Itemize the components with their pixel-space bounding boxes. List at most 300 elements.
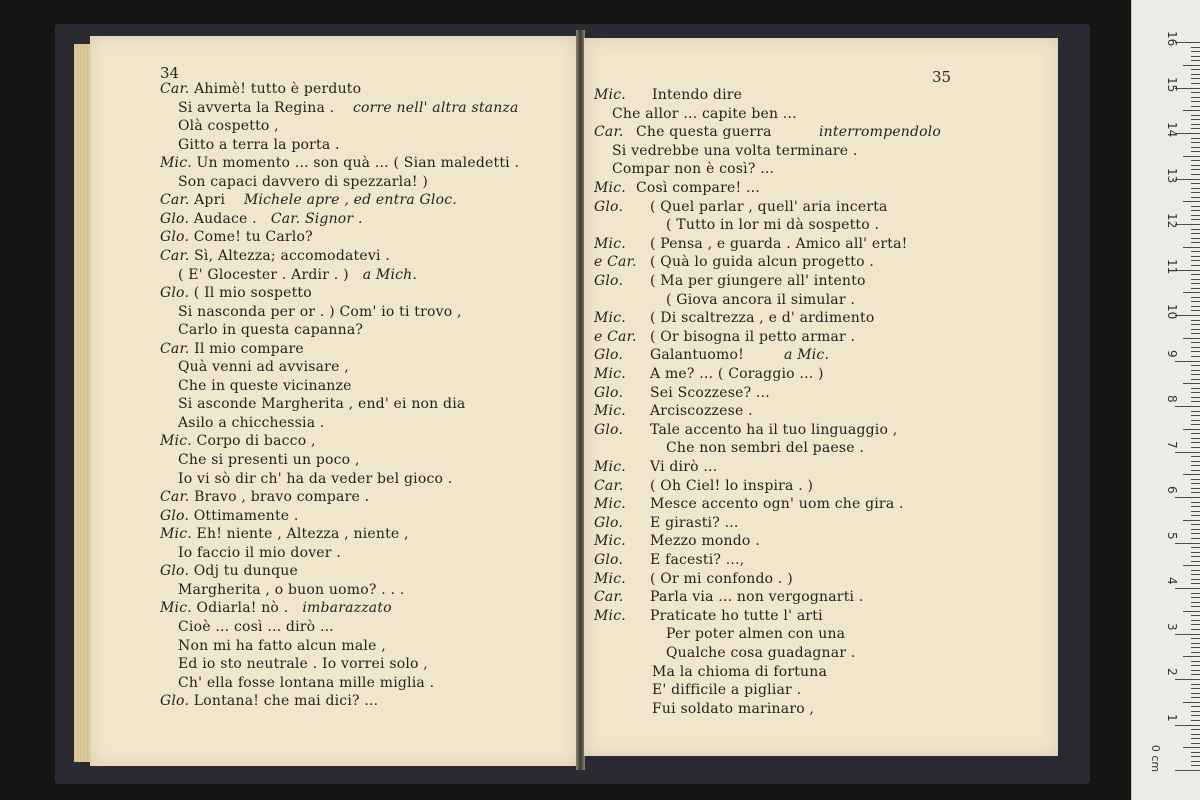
line-text: Galantuomo! — [650, 347, 744, 364]
ruler-tick — [1191, 652, 1200, 653]
ruler-tick — [1191, 197, 1200, 198]
line-text: Qualche cosa guadagnar . — [666, 645, 856, 661]
line-text: Mezzo mondo . — [650, 533, 760, 550]
line-text: Gitto a terra la porta . — [178, 136, 340, 153]
line-text: Lontana! che mai dici? ... — [189, 693, 379, 710]
line-text: ( Tutto in lor mi dà sospetto . — [666, 217, 880, 234]
speaker-name: Glo. — [160, 229, 190, 246]
line-text: Ahimè! tutto è perduto — [189, 81, 362, 97]
ruler-tick — [1191, 420, 1200, 421]
ruler-tick — [1191, 69, 1200, 70]
ruler-tick — [1191, 165, 1200, 166]
line-text: Audace . — [189, 210, 257, 227]
text-line — [178, 637, 386, 655]
speaker-name: Mic. — [594, 310, 626, 327]
line-text: Io faccio il mio dover . — [178, 544, 341, 561]
text-line — [178, 303, 462, 321]
text-line — [178, 321, 363, 339]
speaker-name: Glo. — [594, 384, 624, 401]
ruler-tick — [1191, 583, 1200, 584]
left-page — [90, 36, 577, 766]
speaker-name: Glo. — [160, 285, 190, 302]
line-text: E girasti? ... — [650, 514, 739, 531]
line-text: Asilo a chicchessia . — [178, 414, 325, 431]
speaker-name: Mic. — [594, 607, 626, 624]
speaker-name: Car. — [594, 124, 624, 141]
ruler-tick — [1191, 547, 1200, 548]
ruler-tick — [1191, 442, 1200, 443]
ruler-tick — [1191, 128, 1200, 129]
line-text: Che questa guerra — [636, 124, 772, 141]
text-line — [178, 377, 352, 395]
speaker-name: Glo. — [160, 210, 190, 227]
ruler-tick — [1191, 438, 1200, 439]
ruler-tick — [1191, 169, 1200, 170]
line-text: ( Quel parlar , quell' aria incerta — [650, 198, 888, 215]
speaker-name: Glo. — [594, 347, 624, 364]
ruler-number: 8 — [1165, 395, 1179, 403]
line-text: Che allor ... capite ben ... — [612, 105, 797, 122]
ruler-tick — [1191, 233, 1200, 234]
line-text: Parla via ... non vergognarti . — [650, 589, 864, 606]
text-line — [178, 395, 465, 413]
text-line — [160, 247, 390, 265]
speaker-name: Mic. — [594, 87, 626, 103]
ruler-tick — [1191, 479, 1200, 480]
line-text: Ma la chioma di fortuna — [652, 663, 828, 680]
ruler-number: 10 — [1165, 304, 1179, 320]
stage-direction: Michele apre , ed entra Gloc. — [243, 192, 457, 209]
ruler-tick — [1191, 488, 1200, 489]
line-text: Che non sembri del paese . — [666, 440, 865, 457]
line-text: ( Di scaltrezza , e d' ardimento — [650, 310, 875, 327]
line-text: Così compare! ... — [636, 180, 760, 196]
line-text: Si vedrebbe una volta terminare . — [612, 142, 858, 159]
ruler-tick — [1175, 770, 1200, 771]
page-number-right: 35 — [932, 68, 952, 86]
ruler-tick — [1191, 720, 1200, 721]
ruler-tick — [1191, 342, 1200, 343]
ruler-tick — [1191, 561, 1200, 562]
text-line — [178, 581, 404, 599]
ruler-tick — [1191, 347, 1200, 348]
ruler-tick — [1191, 492, 1200, 493]
ruler-tick — [1191, 238, 1200, 239]
ruler-tick — [1191, 602, 1200, 603]
ruler-tick — [1183, 565, 1200, 566]
ruler-tick — [1183, 611, 1200, 612]
ruler-tick — [1191, 256, 1200, 257]
ruler-tick — [1191, 424, 1200, 425]
ruler-tick — [1191, 106, 1200, 107]
line-text: Arciscozzese . — [650, 403, 753, 420]
ruler-tick — [1191, 670, 1200, 671]
ruler-number: 7 — [1165, 440, 1179, 449]
line-text: Si avverta la Regina . — [178, 99, 339, 116]
line-text: A me? ... ( Coraggio ... ) — [650, 366, 824, 382]
ruler-tick — [1191, 219, 1200, 220]
ruler-tick — [1191, 756, 1200, 757]
text-line — [178, 266, 417, 284]
ruler-tick — [1191, 674, 1200, 675]
line-text: Intendo dire — [652, 87, 743, 103]
ruler-tick — [1191, 356, 1200, 357]
speaker-name: Mic. — [594, 496, 626, 513]
line-text: Si asconde Margherita , end' ei non dia — [178, 396, 466, 413]
text-line — [178, 544, 341, 562]
line-text: Olà cospetto , — [178, 118, 279, 135]
ruler-number: 9 — [1165, 349, 1179, 358]
speaker-name: Glo. — [594, 421, 624, 438]
ruler-tick — [1191, 538, 1200, 539]
ruler-tick — [1191, 210, 1200, 211]
ruler-tick — [1191, 379, 1200, 380]
text-line — [160, 599, 392, 617]
ruler-unit-label: 0 cm — [1149, 744, 1163, 773]
ruler-tick — [1191, 147, 1200, 148]
line-text: Vi dirò ... — [650, 459, 718, 475]
speaker-name: Mic. — [594, 403, 626, 420]
ruler-tick — [1191, 606, 1200, 607]
line-text: Ottimamente . — [189, 507, 299, 524]
right-page — [584, 38, 1058, 756]
speaker-name: Mic. — [160, 433, 192, 450]
ruler-tick — [1191, 734, 1200, 735]
ruler-tick — [1191, 643, 1200, 644]
ruler-tick — [1191, 761, 1200, 762]
text-line — [178, 655, 428, 673]
ruler-tick — [1191, 556, 1200, 557]
ruler-tick — [1183, 520, 1200, 521]
ruler-tick — [1191, 288, 1200, 289]
text-line — [160, 340, 304, 358]
speaker-name: Glo. — [594, 198, 624, 215]
line-text: Ch' ella fosse lontana mille miglia . — [178, 674, 435, 691]
speaker-name: Mic. — [594, 570, 626, 587]
ruler-tick — [1191, 51, 1200, 52]
ruler-tick — [1191, 251, 1200, 252]
ruler-tick — [1191, 56, 1200, 57]
speaker-name: e Car. — [594, 328, 637, 345]
ruler-tick — [1191, 297, 1200, 298]
text-line — [160, 692, 378, 710]
ruler-tick — [1191, 706, 1200, 707]
ruler-tick — [1183, 110, 1200, 111]
speaker-name: Glo. — [160, 563, 190, 580]
line-text: Ed io sto neutrale . Io vorrei solo , — [178, 656, 428, 673]
line-text: Sì, Altezza; accomodatevi . — [189, 247, 390, 264]
ruler-number: 2 — [1165, 668, 1179, 676]
line-text: Fui soldato marinaro , — [652, 700, 815, 717]
speaker-name: Car. — [160, 247, 190, 264]
ruler-tick — [1191, 511, 1200, 512]
line-text: Come! tu Carlo? — [189, 229, 313, 246]
ruler-number: 11 — [1165, 258, 1179, 274]
text-line — [178, 414, 325, 432]
speaker-name: Car. — [160, 340, 190, 357]
text-line — [160, 154, 519, 172]
ruler-tick — [1191, 738, 1200, 739]
line-text: ( Pensa , e guarda . Amico all' erta! — [650, 235, 908, 252]
ruler-tick — [1191, 92, 1200, 93]
ruler-number: 3 — [1165, 622, 1179, 631]
text-line — [178, 451, 360, 469]
line-text: ( Ma per giungere all' intento — [650, 273, 866, 289]
page-number-left: 34 — [160, 64, 180, 82]
ruler-tick — [1191, 229, 1200, 230]
ruler-tick — [1191, 274, 1200, 275]
ruler-tick — [1183, 747, 1200, 748]
line-text: Eh! niente , Altezza , niente , — [191, 526, 409, 543]
stage-direction: corre nell' altra stanza — [352, 99, 519, 116]
line-text: ( Oh Ciel! lo inspira . ) — [650, 477, 814, 494]
ruler-tick — [1191, 392, 1200, 393]
ruler-tick — [1191, 397, 1200, 398]
speaker-name: e Car. — [594, 254, 637, 271]
ruler-tick — [1183, 156, 1200, 157]
ruler-tick — [1191, 688, 1200, 689]
ruler-tick — [1191, 624, 1200, 625]
line-text: Odj tu dunque — [189, 563, 298, 580]
measurement-ruler — [1131, 0, 1200, 800]
ruler-tick — [1191, 524, 1200, 525]
line-text: ( Quà lo guida alcun progetto . — [650, 254, 875, 271]
ruler-number: 14 — [1165, 122, 1179, 138]
ruler-tick — [1191, 265, 1200, 266]
line-text: Il mio compare — [189, 340, 304, 357]
ruler-tick — [1191, 665, 1200, 666]
ruler-tick — [1191, 697, 1200, 698]
ruler-number: 13 — [1165, 167, 1179, 183]
ruler-tick — [1183, 65, 1200, 66]
ruler-tick — [1191, 411, 1200, 412]
ruler-tick — [1191, 615, 1200, 616]
speaker-name: Mic. — [160, 155, 192, 172]
ruler-tick — [1183, 429, 1200, 430]
stage-direction: interrompendolo — [819, 124, 942, 141]
ruler-tick — [1191, 715, 1200, 716]
ruler-tick — [1191, 183, 1200, 184]
ruler-tick — [1191, 74, 1200, 75]
text-line — [178, 117, 279, 135]
line-text: Cioè ... così ... dirò ... — [178, 618, 334, 635]
text-line — [178, 173, 428, 191]
text-line — [160, 210, 363, 228]
speaker-name: Glo. — [594, 273, 624, 289]
ruler-tick — [1191, 684, 1200, 685]
stage-direction: a Mic. — [784, 347, 830, 364]
ruler-tick — [1191, 260, 1200, 261]
ruler-tick — [1191, 174, 1200, 175]
ruler-tick — [1191, 329, 1200, 330]
ruler-tick — [1191, 579, 1200, 580]
text-line — [160, 525, 409, 543]
ruler-tick — [1191, 456, 1200, 457]
ruler-tick — [1183, 247, 1200, 248]
speaker-name: Car. — [160, 192, 190, 209]
line-text: Son capaci davvero di spezzarla! ) — [178, 173, 429, 190]
ruler-tick — [1191, 765, 1200, 766]
text-line — [178, 674, 434, 692]
speaker-name: Glo. — [594, 514, 624, 531]
ruler-tick — [1191, 215, 1200, 216]
ruler-tick — [1191, 502, 1200, 503]
ruler-tick — [1191, 97, 1200, 98]
line-text: Margherita , o buon uomo? . . . — [178, 581, 405, 598]
text-line — [160, 488, 369, 506]
ruler-tick — [1191, 192, 1200, 193]
ruler-tick — [1191, 83, 1200, 84]
line-text: Quà venni ad avvisare , — [178, 359, 349, 376]
ruler-number: 6 — [1165, 486, 1179, 494]
line-text: ( Giova ancora il simular . — [666, 291, 856, 308]
stage-direction: imbarazzato — [302, 600, 392, 617]
line-text: Odiarla! nò . — [191, 600, 289, 617]
ruler-tick — [1191, 620, 1200, 621]
text-line — [160, 562, 298, 580]
ruler-tick — [1191, 433, 1200, 434]
speaker-name: Car. — [160, 81, 190, 97]
ruler-tick — [1191, 515, 1200, 516]
ruler-tick — [1191, 661, 1200, 662]
line-text: Io vi sò dir ch' ha da veder bel gioco . — [178, 470, 453, 487]
ruler-tick — [1191, 461, 1200, 462]
text-line — [160, 432, 316, 450]
line-text: Carlo in questa capanna? — [178, 322, 364, 339]
text-line — [160, 284, 312, 302]
ruler-tick — [1191, 242, 1200, 243]
ruler-tick — [1183, 292, 1200, 293]
ruler-tick — [1191, 138, 1200, 139]
line-text: E' difficile a pigliar . — [652, 682, 802, 699]
line-text: ( Or mi confondo . ) — [650, 570, 793, 587]
ruler-tick — [1191, 47, 1200, 48]
line-text: ( Or bisogna il petto armar . — [650, 328, 856, 345]
ruler-number: 12 — [1165, 213, 1179, 229]
ruler-number: 5 — [1165, 531, 1179, 540]
ruler-tick — [1191, 115, 1200, 116]
ruler-tick — [1191, 574, 1200, 575]
ruler-tick — [1191, 365, 1200, 366]
ruler-tick — [1191, 310, 1200, 311]
ruler-tick — [1191, 447, 1200, 448]
line-text: Si nasconda per or . ) Com' io ti trovo , — [178, 303, 462, 320]
line-text: Tale accento ha il tuo linguaggio , — [650, 421, 898, 438]
speaker-name: Car. — [594, 477, 624, 494]
ruler-tick — [1191, 60, 1200, 61]
ruler-tick — [1183, 383, 1200, 384]
ruler-tick — [1191, 693, 1200, 694]
ruler-tick — [1183, 338, 1200, 339]
text-line — [178, 358, 349, 376]
stage-direction: Car. Signor . — [270, 210, 363, 227]
speaker-name: Car. — [160, 489, 190, 506]
ruler-tick — [1191, 124, 1200, 125]
speaker-name: Mic. — [594, 366, 626, 382]
ruler-tick — [1191, 101, 1200, 102]
ruler-number: 15 — [1165, 76, 1179, 92]
ruler-tick — [1191, 638, 1200, 639]
speaker-name: Glo. — [594, 552, 624, 568]
text-line — [160, 507, 299, 525]
ruler-tick — [1191, 188, 1200, 189]
text-line — [178, 470, 452, 488]
ruler-tick — [1191, 324, 1200, 325]
speaker-name: Mic. — [594, 180, 626, 196]
ruler-tick — [1191, 552, 1200, 553]
ruler-tick — [1191, 593, 1200, 594]
ruler-tick — [1191, 597, 1200, 598]
ruler-tick — [1191, 629, 1200, 630]
line-text: Bravo , bravo compare . — [189, 489, 370, 506]
line-text: Un momento ... son quà ... ( Sian maledetti . — [191, 155, 520, 172]
speaker-name: Mic. — [160, 600, 192, 617]
ruler-tick — [1191, 78, 1200, 79]
text-line — [160, 228, 313, 246]
ruler-tick — [1191, 206, 1200, 207]
ruler-tick — [1191, 465, 1200, 466]
ruler-tick — [1191, 506, 1200, 507]
ruler-tick — [1191, 752, 1200, 753]
ruler-tick — [1191, 647, 1200, 648]
line-text: Apri — [189, 192, 230, 209]
line-text: Mesce accento ogn' uom che gira . — [650, 496, 904, 513]
line-text: Praticate ho tutte l' arti — [650, 607, 823, 624]
line-text: Che si presenti un poco , — [178, 452, 360, 468]
line-text: Per poter almen con una — [666, 626, 846, 643]
speaker-name: Glo. — [160, 507, 190, 524]
ruler-tick — [1191, 470, 1200, 471]
text-line — [178, 618, 334, 636]
ruler-tick — [1183, 656, 1200, 657]
text-line — [160, 80, 361, 98]
ruler-tick — [1191, 570, 1200, 571]
ruler-tick — [1191, 151, 1200, 152]
ruler-tick — [1191, 533, 1200, 534]
ruler-number: 16 — [1165, 31, 1179, 47]
speaker-name: Glo. — [160, 693, 190, 710]
speaker-name: Car. — [594, 589, 624, 606]
ruler-tick — [1191, 729, 1200, 730]
ruler-tick — [1183, 474, 1200, 475]
ruler-tick — [1191, 142, 1200, 143]
ruler-tick — [1191, 743, 1200, 744]
ruler-tick — [1191, 160, 1200, 161]
speaker-name: Mic. — [594, 459, 626, 475]
ruler-tick — [1191, 333, 1200, 334]
text-line — [160, 191, 457, 209]
ruler-tick — [1191, 415, 1200, 416]
ruler-number: 1 — [1165, 713, 1179, 722]
ruler-tick — [1191, 320, 1200, 321]
line-text: ( Il mio sospetto — [189, 285, 312, 302]
ruler-tick — [1191, 483, 1200, 484]
ruler-tick — [1191, 119, 1200, 120]
stage-direction: a Mich. — [362, 266, 418, 283]
text-line — [178, 136, 340, 154]
ruler-tick — [1183, 201, 1200, 202]
ruler-tick — [1191, 301, 1200, 302]
line-text: Corpo di bacco , — [191, 433, 316, 450]
ruler-tick — [1191, 401, 1200, 402]
line-text: Sei Scozzese? ... — [650, 384, 770, 401]
speaker-name: Mic. — [160, 526, 192, 543]
ruler-tick — [1191, 388, 1200, 389]
line-text: E facesti? ..., — [650, 552, 745, 568]
ruler-tick — [1183, 702, 1200, 703]
speaker-name: Mic. — [594, 533, 626, 550]
ruler-tick — [1191, 283, 1200, 284]
